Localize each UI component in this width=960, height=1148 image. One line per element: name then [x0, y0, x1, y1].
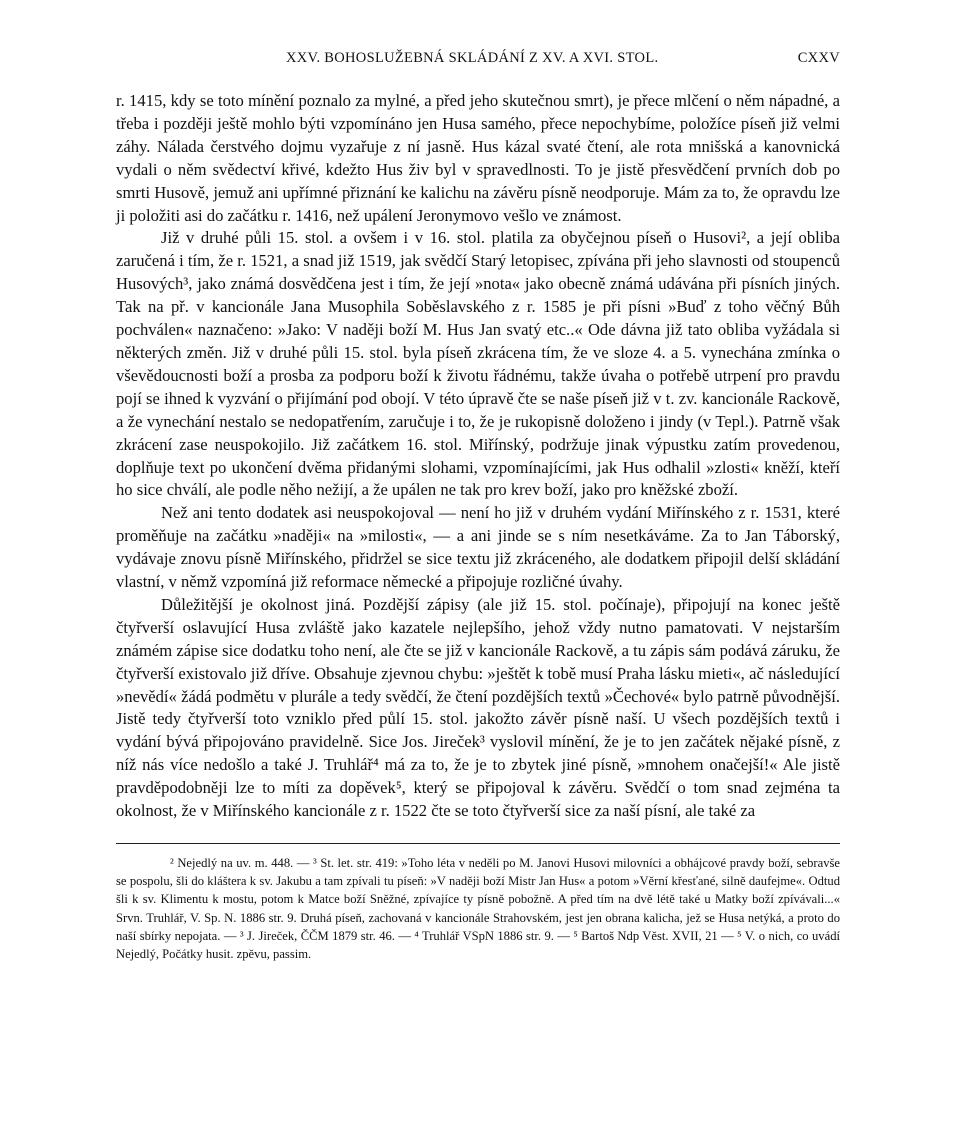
running-title: XXV. BOHOSLUŽEBNÁ SKLÁDÁNÍ Z XV. A XVI. STOL. — [286, 50, 659, 66]
paragraph-2: Již v druhé půli 15. stol. a ovšem i v 16. stol. platila za obyčejnou píseň o Husovi², a její obliba zaručená i tím, že r. 1521, a snad již 1519, jak svědčí Starý letopisec, zpívána při jeho slavnosti od stoupenců Husových³, jako známá dosvědčena jest i tím, že její »nota« jako obecně známá udávána při písních jiných. Tak na př. v kancionále Jana Musophila Soběslavského z r. 1585 je při písni »Buď z toho věčný Bůh pochválen« naznačeno: »Jako: V naději boží M. Hus Jan svatý etc..« Ode dávna již tato obliba vyžádala si některých změn. Již v druhé půli 15. stol. byla píseň zkrácena tím, že ve sloze 4. a 5. vynechána zmínka o vševědoucnosti boží a prosba za podporu boží k životu řádnému, takže úvaha o potřebě utrpení pro pravdu pojí se ihned k vyzvání o přijímání pod obojí. V této úpravě čte se naše píseň již v t. zv. kancionále Rackově, a že vynechání nestalo se nedopatřením, zaručuje i to, že je rukopisně doloženo i jindy (v Tepl.). Patrně však zkrácení zase neuspokojilo. Již začátkem 16. stol. Miřínský, podržuje jinak výpustku zatím provedenou, doplňuje text po ukončení dvěma přidanými slohami, vzpomínajícími, jak Hus odhalil »zlosti« kněží, kteří ho sice chválí, ale podle něho nežijí, a že upálen ne tak pro krev boží, jako pro kněžské zboží. — [116, 228, 840, 500]
footnote-rule — [116, 843, 840, 844]
paragraph-3: Než ani tento dodatek asi neuspokojoval — není ho již v druhém vydání Miřínského z r. 1531, které proměňuje na začátku »naději« na »milosti«, — a ani jinde se s ním nesetkáváme. Za to Jan Táborský, vydávaje znovu písně Miřínského, přidržel se sice textu již zkráceného, ale dodatkem připojil delší skládání vlastní, v němž vzpomíná již reformace německé a připojuje rozličné úvahy. — [116, 503, 840, 592]
footnote-block: ² Nejedlý na uv. m. 448. — ³ St. let. str. 419: »Toho léta v neděli po M. Janovi Husovi milovníci a obhájcové pravdy boží, sebravše se pospolu, šli do kláštera k sv. Jakubu a tam zpívali tu píseň: »V naději boží Mistr Jan Hus« a potom »Věrní křesťané, silně daufejme«. Odtud šli k sv. Klimentu k mostu, potom k Matce boží Sněžné, zpívajíce ty písně pobožně. A před tím na dvě létě také u Matky boží zpívávali...« Srvn. Truhlář, V. Sp. N. 1886 str. 9. Druhá píseň, zachovaná v kancionále Strahovském, jest jen obrana kalicha, jež se Husa netýká, a proto do naší sbírky nepojata. — ³ J. Jireček, ČČM 1879 str. 46. — ⁴ Truhlář VSpN 1886 str. 9. — ⁵ Bartoš Ndp Věst. XVII, 21 — ⁵ V. o nich, co uvádí Nejedlý, Počátky husit. zpěvu, passim. — [116, 856, 840, 962]
page-number: CXXV — [797, 50, 840, 66]
footnotes — [116, 854, 840, 963]
paragraph-4: Důležitější je okolnost jiná. Pozdější zápisy (ale již 15. stol. počínaje), připojují na konec ještě čtyřverší oslavující Husa zvláště jako kazatele nejlepšího, jehož vždy nutno pamatovati. V nejstarším známém zápise sice dodatku toho není, ale čte se již v kancionále Rackově, a tu zápis sám podává záruku, že čtyřverší existovalo již dříve. Obsahuje zjevnou chybu: »ještět k tobě musí Praha lásku mieti«, ač následující »nevědí« žádá podmětu v plurále a tedy svědčí, že čtení pozdějších textů »Čechové« bylo patrně původnější. Jistě tedy čtyřverší toto vzniklo před půlí 15. stol. jakožto závěr písně naší. U všech pozdějších textů i vydání bývá připojováno pravidelně. Sice Jos. Jireček³ vyslovil mínění, že je to jen začátek nějaké písně, z níž nás více nedošlo a také J. Truhlář⁴ má za to, že je to zbytek jiné písně, »mnohem onačejší!« Ale jistě pravděpodobněji lze to míti za dopěvek⁵, který se připojoval k závěru. Svědčí o tom snad zejména ta okolnost, že v Miřínského kancionále z r. 1522 čte se toto čtyřverší sice za naší písní, ale také za — [116, 594, 840, 821]
body-text — [116, 90, 840, 823]
page — [116, 50, 840, 963]
paragraph-1: r. 1415, kdy se toto mínění poznalo za mylné, a před jeho skutečnou smrt), je přece mlčení o něm nápadné, a třeba i později ještě mohlo býti vzpomínáno jen Husa samého, přece nepochybíme, položíce píseň již velmi záhy. Nálada čerstvého dojmu vyzařuje z ní jasně. Hus kázal svaté čtení, ale rota mnišská a kanovnická vydali o něm svědectví křivé, kdežto Hus živ byl v spravedlnosti. To je jistě přesvědčení prvních dob po smrti Husově, jemuž ani upřímné přiznání ke kalichu na závěru písně neodporuje. Mám za to, že opravdu lze ji položiti asi do začátku r. 1416, než upálení Jeronymovo vešlo ve známost. — [116, 91, 840, 225]
running-header — [116, 50, 840, 76]
